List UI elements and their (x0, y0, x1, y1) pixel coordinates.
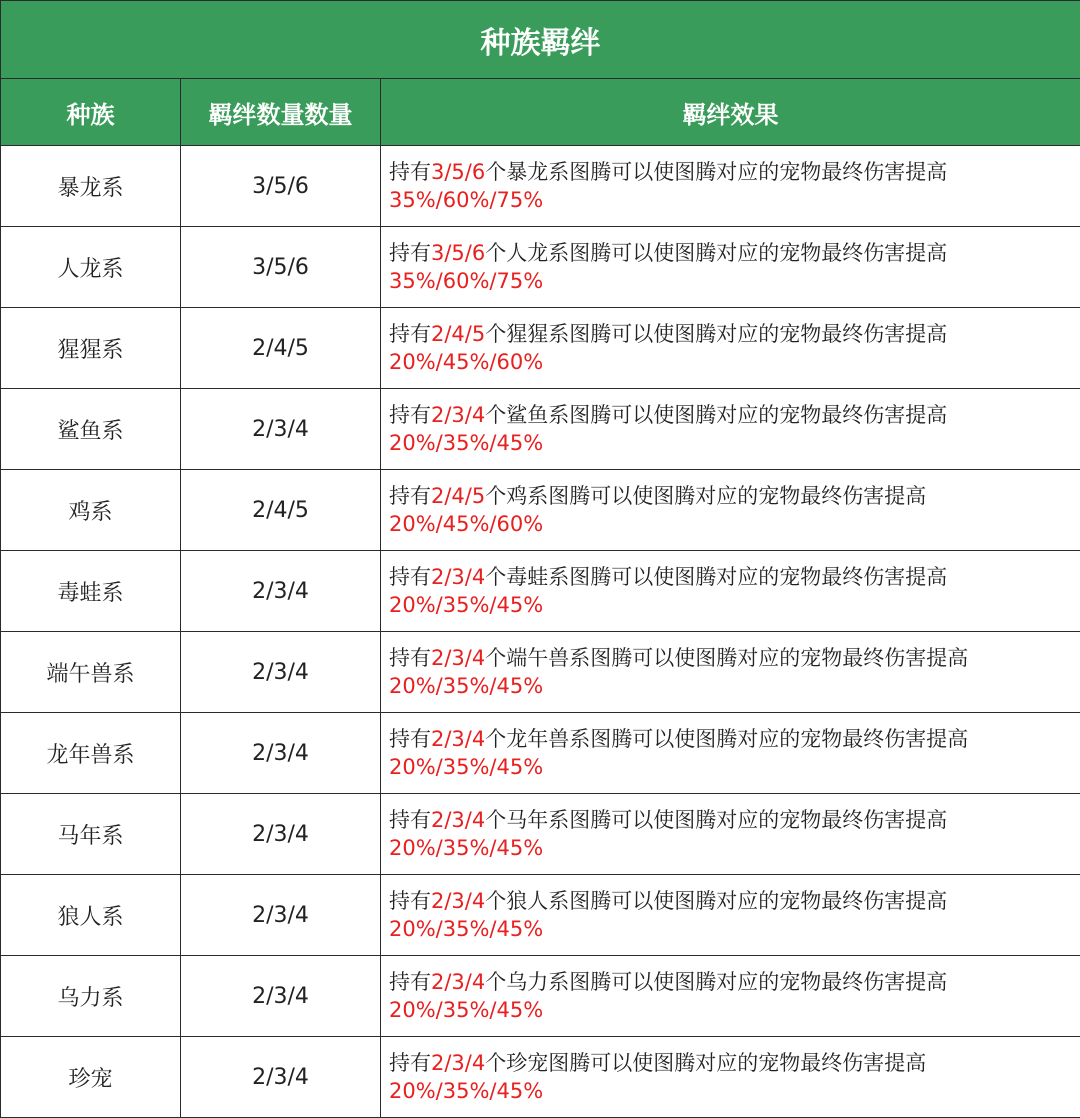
effect-percent: 35%/60%/75% (389, 267, 1080, 295)
race-cell: 鸡系 (1, 470, 181, 551)
effect-prefix: 持有 (389, 808, 431, 832)
effect-cell (381, 875, 1080, 956)
effect-count: 2/3/4 (431, 1051, 485, 1075)
effect-percent: 35%/60%/75% (389, 186, 1080, 214)
title-row (1, 1, 1080, 79)
race-cell: 人龙系 (1, 227, 181, 308)
effect-percent: 20%/35%/45% (389, 1077, 1080, 1105)
effect-cell (381, 794, 1080, 875)
table-row (1, 1037, 1080, 1118)
race-cell: 端午兽系 (1, 632, 181, 713)
effect-prefix: 持有 (389, 646, 431, 670)
race-cell: 狼人系 (1, 875, 181, 956)
effect-middle: 个鸡系图腾可以使图腾对应的宠物最终伤害提高 (485, 484, 926, 508)
effect-prefix: 持有 (389, 160, 431, 184)
race-cell: 珍宠 (1, 1037, 181, 1118)
table-row (1, 308, 1080, 389)
effect-text-line (389, 644, 1080, 672)
effect-percent: 20%/45%/60% (389, 510, 1080, 538)
effect-cell (381, 956, 1080, 1037)
effect-text-line (389, 1049, 1080, 1077)
effect-middle: 个马年系图腾可以使图腾对应的宠物最终伤害提高 (485, 808, 947, 832)
effect-percent: 20%/35%/45% (389, 672, 1080, 700)
race-cell: 鲨鱼系 (1, 389, 181, 470)
header-race: 种族 (1, 79, 181, 146)
count-cell: 2/3/4 (181, 389, 381, 470)
effect-cell (381, 227, 1080, 308)
effect-percent: 20%/35%/45% (389, 429, 1080, 457)
effect-cell (381, 308, 1080, 389)
effect-text-line (389, 968, 1080, 996)
effect-text-line (389, 401, 1080, 429)
table-row (1, 146, 1080, 227)
effect-middle: 个珍宠图腾可以使图腾对应的宠物最终伤害提高 (485, 1051, 926, 1075)
race-cell: 龙年兽系 (1, 713, 181, 794)
table-row (1, 794, 1080, 875)
table-row (1, 389, 1080, 470)
effect-middle: 个端午兽系图腾可以使图腾对应的宠物最终伤害提高 (485, 646, 968, 670)
count-cell: 2/4/5 (181, 470, 381, 551)
effect-prefix: 持有 (389, 322, 431, 346)
table-row (1, 551, 1080, 632)
effect-prefix: 持有 (389, 970, 431, 994)
effect-count: 3/5/6 (431, 160, 485, 184)
effect-text-line (389, 482, 1080, 510)
race-cell: 马年系 (1, 794, 181, 875)
race-cell: 暴龙系 (1, 146, 181, 227)
effect-percent: 20%/35%/45% (389, 591, 1080, 619)
count-cell: 2/3/4 (181, 794, 381, 875)
effect-middle: 个乌力系图腾可以使图腾对应的宠物最终伤害提高 (485, 970, 947, 994)
effect-prefix: 持有 (389, 1051, 431, 1075)
table-title: 种族羁绊 (1, 1, 1080, 79)
table-row (1, 470, 1080, 551)
effect-cell (381, 146, 1080, 227)
effect-text-line (389, 806, 1080, 834)
effect-text-line (389, 725, 1080, 753)
header-count: 羁绊数量数量 (181, 79, 381, 146)
effect-count: 2/3/4 (431, 646, 485, 670)
table-row (1, 956, 1080, 1037)
header-row (1, 79, 1080, 146)
effect-text-line (389, 887, 1080, 915)
effect-percent: 20%/35%/45% (389, 753, 1080, 781)
count-cell: 2/3/4 (181, 713, 381, 794)
header-effect: 羁绊效果 (381, 79, 1080, 146)
count-cell: 2/3/4 (181, 956, 381, 1037)
effect-middle: 个猩猩系图腾可以使图腾对应的宠物最终伤害提高 (485, 322, 947, 346)
effect-prefix: 持有 (389, 403, 431, 427)
race-cell: 毒蛙系 (1, 551, 181, 632)
effect-prefix: 持有 (389, 484, 431, 508)
table-body (1, 146, 1080, 1118)
effect-count: 2/3/4 (431, 970, 485, 994)
effect-percent: 20%/35%/45% (389, 834, 1080, 862)
effect-count: 2/4/5 (431, 322, 485, 346)
effect-prefix: 持有 (389, 889, 431, 913)
table-row (1, 227, 1080, 308)
effect-middle: 个毒蛙系图腾可以使图腾对应的宠物最终伤害提高 (485, 565, 947, 589)
effect-percent: 20%/35%/45% (389, 996, 1080, 1024)
effect-text-line (389, 239, 1080, 267)
effect-cell (381, 389, 1080, 470)
effect-count: 3/5/6 (431, 241, 485, 265)
effect-prefix: 持有 (389, 565, 431, 589)
effect-percent: 20%/35%/45% (389, 915, 1080, 943)
table-row (1, 875, 1080, 956)
effect-text-line (389, 563, 1080, 591)
effect-count: 2/3/4 (431, 889, 485, 913)
effect-middle: 个龙年兽系图腾可以使图腾对应的宠物最终伤害提高 (485, 727, 968, 751)
effect-cell (381, 632, 1080, 713)
effect-percent: 20%/45%/60% (389, 348, 1080, 376)
effect-prefix: 持有 (389, 241, 431, 265)
effect-count: 2/3/4 (431, 565, 485, 589)
count-cell: 3/5/6 (181, 146, 381, 227)
count-cell: 2/3/4 (181, 1037, 381, 1118)
effect-cell (381, 470, 1080, 551)
effect-middle: 个鲨鱼系图腾可以使图腾对应的宠物最终伤害提高 (485, 403, 947, 427)
race-cell: 猩猩系 (1, 308, 181, 389)
count-cell: 2/3/4 (181, 875, 381, 956)
effect-cell (381, 713, 1080, 794)
count-cell: 2/3/4 (181, 632, 381, 713)
effect-count: 2/3/4 (431, 403, 485, 427)
count-cell: 2/3/4 (181, 551, 381, 632)
count-cell: 2/4/5 (181, 308, 381, 389)
effect-prefix: 持有 (389, 727, 431, 751)
table-row (1, 632, 1080, 713)
effect-middle: 个人龙系图腾可以使图腾对应的宠物最终伤害提高 (485, 241, 947, 265)
effect-count: 2/3/4 (431, 727, 485, 751)
effect-cell (381, 1037, 1080, 1118)
effect-middle: 个狼人系图腾可以使图腾对应的宠物最终伤害提高 (485, 889, 947, 913)
count-cell: 3/5/6 (181, 227, 381, 308)
effect-count: 2/3/4 (431, 808, 485, 832)
effect-cell (381, 551, 1080, 632)
effect-middle: 个暴龙系图腾可以使图腾对应的宠物最终伤害提高 (485, 160, 947, 184)
race-cell: 乌力系 (1, 956, 181, 1037)
effect-text-line (389, 320, 1080, 348)
table-row (1, 713, 1080, 794)
effect-text-line (389, 158, 1080, 186)
effect-count: 2/4/5 (431, 484, 485, 508)
